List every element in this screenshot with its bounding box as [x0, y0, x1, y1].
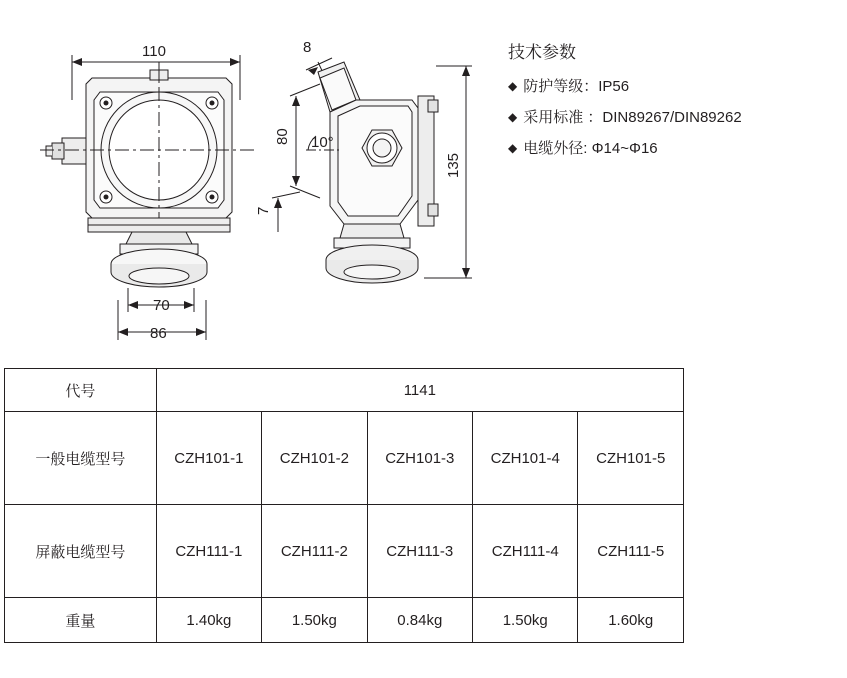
diamond-bullet-icon: ◆ [508, 110, 518, 124]
table-row [5, 598, 684, 643]
table-cell: CZH111-5 [578, 505, 684, 598]
dim-angle-10: 10° [311, 134, 334, 151]
row-label: 一般电缆型号 [5, 412, 157, 505]
table-cell: 1.50kg [473, 598, 578, 643]
spec-item [508, 77, 838, 96]
table-cell: CZH101-2 [262, 412, 367, 505]
merged-code-cell: 1141 [156, 369, 683, 412]
technical-drawing [0, 0, 500, 355]
table-cell: CZH111-3 [367, 505, 472, 598]
model-table [4, 368, 684, 643]
table-row [5, 412, 684, 505]
table-cell: 1.40kg [156, 598, 261, 643]
row-label: 代号 [5, 369, 157, 412]
spec-item [508, 139, 838, 158]
row-label: 重量 [5, 598, 157, 643]
dim-86: 86 [150, 325, 167, 342]
table-row [5, 505, 684, 598]
spec-item [508, 108, 838, 127]
table-cell: 1.50kg [262, 598, 367, 643]
table-cell: CZH111-2 [262, 505, 367, 598]
table-row [5, 369, 684, 412]
table-cell: 1.60kg [578, 598, 684, 643]
dim-80: 80 [274, 128, 291, 145]
table-cell: CZH111-1 [156, 505, 261, 598]
table-cell: CZH111-4 [473, 505, 578, 598]
spec-title: 技术参数 [508, 43, 576, 62]
diamond-bullet-icon: ◆ [508, 79, 518, 93]
spec-item-label: 电缆外径: Φ14~Φ16 [523, 140, 658, 157]
spec-panel [508, 38, 838, 170]
table-cell: CZH101-4 [473, 412, 578, 505]
dim-110: 110 [142, 43, 166, 60]
spec-item-label: 防护等级：IP56 [523, 78, 630, 95]
dim-135: 135 [445, 152, 462, 178]
dim-8: 8 [303, 39, 312, 56]
row-label: 屏蔽电缆型号 [5, 505, 157, 598]
dim-70: 70 [153, 297, 170, 314]
drawing-svg [0, 0, 500, 355]
table-cell: CZH101-3 [367, 412, 472, 505]
spec-item-label: 采用标准 ：DIN89267/DIN89262 [523, 109, 742, 126]
dim-7: 7 [255, 206, 272, 215]
table-cell: CZH101-1 [156, 412, 261, 505]
diamond-bullet-icon: ◆ [508, 141, 518, 155]
table-cell: 0.84kg [367, 598, 472, 643]
table-cell: CZH101-5 [578, 412, 684, 505]
